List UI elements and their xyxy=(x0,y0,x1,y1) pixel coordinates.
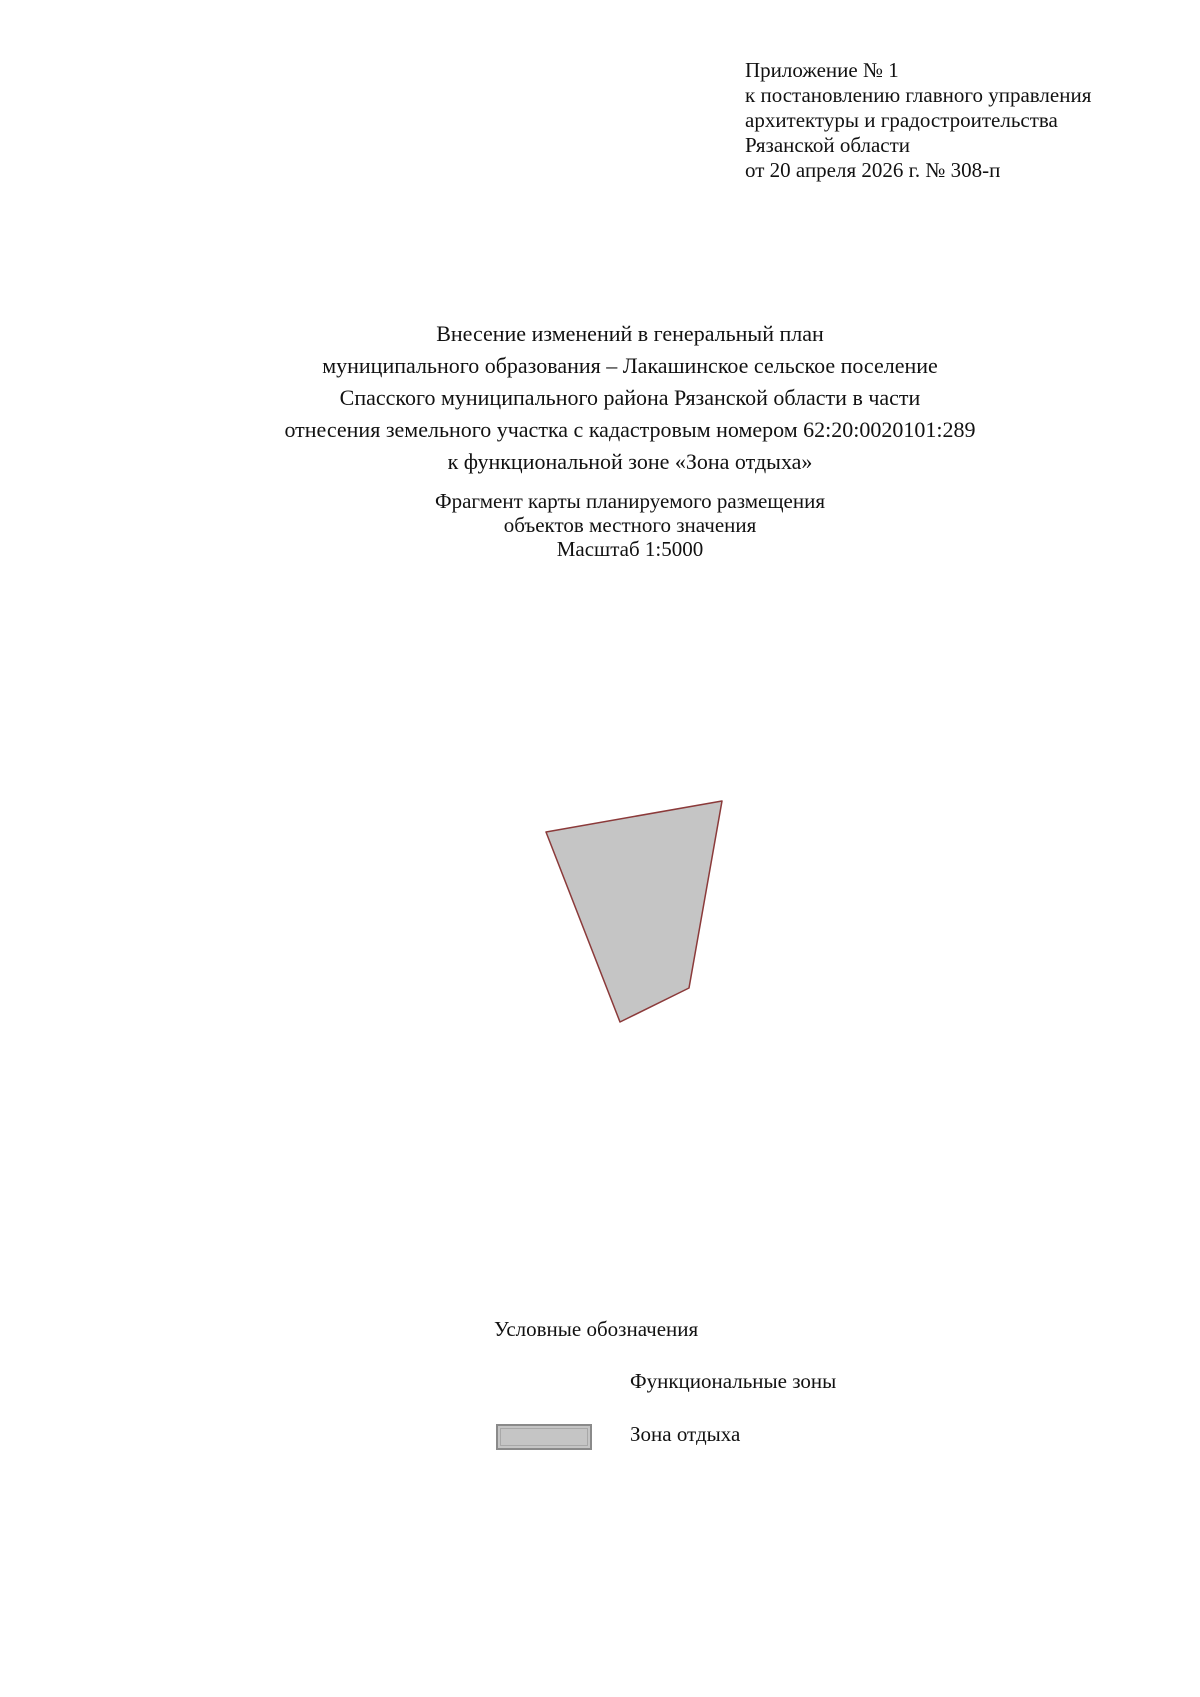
legend-group-heading: Функциональные зоны xyxy=(630,1369,837,1393)
scale-label: Масштаб 1:5000 xyxy=(556,537,704,561)
appendix-line: к постановлению главного управления xyxy=(745,83,1092,107)
subtitle-line: Фрагмент карты планируемого размещения xyxy=(435,489,825,513)
legend-label-recreation-zone: Зона отдыха xyxy=(630,1422,741,1446)
title-line: Внесение изменений в генеральный план xyxy=(436,321,824,346)
recreation-zone-parcel xyxy=(546,801,722,1022)
appendix-line: от 20 апреля 2026 г. № 308-п xyxy=(745,158,1001,182)
appendix-line: архитектуры и градостроительства xyxy=(745,108,1058,132)
document-title xyxy=(0,318,1200,478)
title-line: к функциональной зоне «Зона отдыха» xyxy=(447,449,813,474)
appendix-line: Приложение № 1 xyxy=(745,58,899,82)
subtitle-line: объектов местного значения xyxy=(503,513,757,537)
map-subtitle xyxy=(0,489,1200,561)
title-line: Спасского муниципального района Рязанской области в части xyxy=(339,385,921,410)
title-line: муниципального образования – Лакашинское сельское поселение xyxy=(322,353,938,378)
map-fragment xyxy=(520,780,740,1040)
legend-swatch-recreation-zone xyxy=(496,1424,592,1450)
appendix-line: Рязанской области xyxy=(745,133,911,157)
legend-title: Условные обозначения xyxy=(494,1317,699,1341)
title-line: отнесения земельного участка с кадастровым номером 62:20:0020101:289 xyxy=(284,417,976,442)
appendix-header xyxy=(745,58,1091,183)
